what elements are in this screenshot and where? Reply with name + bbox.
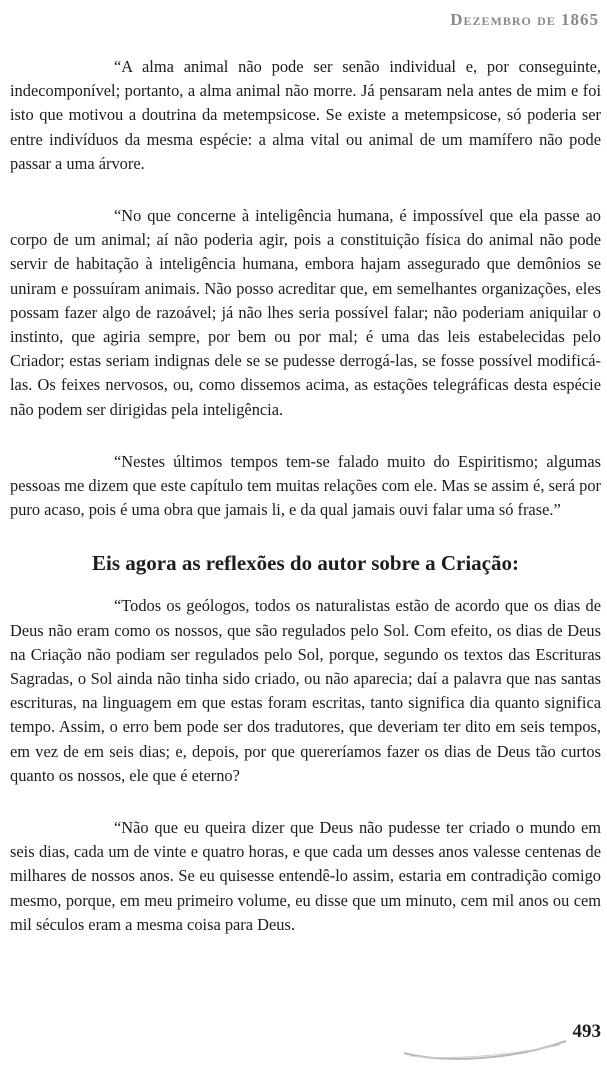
page-number: 493 (572, 1021, 601, 1042)
paragraph-inteligencia-humana: “No que concerne à inteligência humana, é impossível que ela passe ao corpo de um animal; aí não poderia agir, pois a constituição física do animal não pode servir de habitação à inteligência humana, embora hajam assegurado que demônios se uniram e possuíram animais. Não posso acreditar que, em semelhantes organizações, eles possam fazer algo de razoável; já não lhes seria possível falar; não poderiam aniquilar o instinto, que agiria sempre, por bem ou por mal; é uma das leis estabelecidas pelo Criador; estas seriam indignas dele se se pudesse derrogá-las, se fosse possível modificá-las. Os feixes nervosos, ou, como dissemos acima, as estações telegráficas desta espécie não podem ser dirigidas pela inteligência. (10, 206, 601, 419)
running-header: Dezembro de 1865 (450, 10, 599, 29)
paragraph-seis-dias: “Não que eu queira dizer que Deus não pudesse ter criado o mundo em seis dias, cada um de vinte e quatro horas, e que cada um desses anos valesse centenas de milhares de nossos anos. Se eu quisesse entendê-lo assim, estaria em contradição comigo mesmo, porque, em meu primeiro volume, eu disse que um minuto, cem mil anos ou cem mil séculos eram a mesma coisa para Deus. (10, 818, 601, 934)
section-subheading: Eis agora as reflexões do autor sobre a Criação: (92, 551, 519, 576)
decorative-swoosh-icon (400, 1023, 570, 1063)
page-body (10, 55, 601, 965)
paragraph-dias-de-deus: “Todos os geólogos, todos os naturalistas estão de acordo que os dias de Deus não eram como os nossos, que são regulados pelo Sol. Com efeito, os dias de Deus na Criação não podiam ser regulados pelo Sol, porque, segundo os textos das Escrituras Sagradas, o Sol ainda não tinha sido criado, ou não aparecia; daí a palavra que nas santas escrituras, na linguagem em que estas foram escritas, tanto significa dia quanto significa tempo. Assim, o erro bem pode ser dos tradutores, que deveriam ter dito em seis tempos, em vez de em seis dias; e, depois, por que quereríamos fazer os dias de Deus tão curtos quanto os nossos, ele que é eterno? (10, 596, 601, 785)
paragraph-espiritismo: “Nestes últimos tempos tem-se falado muito do Espiritismo; algumas pessoas me dizem que este capítulo tem muitas relações com ele. Mas se assim é, será por puro acaso, pois é uma obra que jamais li, e da qual jamais ouvi falar uma só frase.” (10, 451, 601, 520)
page-footer (0, 1019, 607, 1069)
paragraph-alma-animal: “A alma animal não pode ser senão individual e, por conseguinte, indecomponível; portanto, a alma animal não morre. Já pensaram nela antes de mim e foi isto que motivou a doutrina da metempsicose. Se existe a metempsicose, só poderia ser entre indivíduos da mesma espécie: a alma vital ou animal de um mamífero não pode passar a uma árvore. (10, 57, 601, 173)
